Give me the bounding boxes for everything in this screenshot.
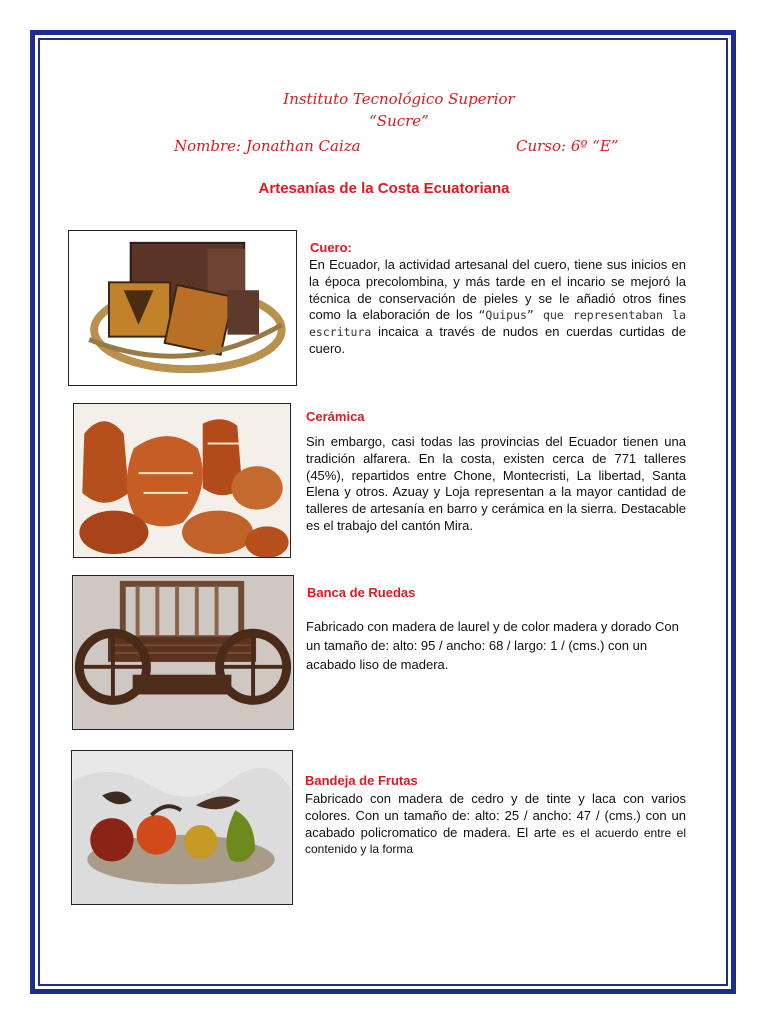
section-text-cuero: En Ecuador, la actividad artesanal del cuero, tiene sus inicios en la época precolombina, y más tarde en el incario se mejoró la técnica de conservación de pieles y se le añadió otros fines como la elaboración de los “Quipus” que representaban la escritura incaica a través de nudos en cuerdas curtidas de cuero. — [309, 257, 686, 356]
ceramics-photo — [73, 403, 291, 558]
section-text-banca: Fabricado con madera de laurel y de color madera y dorado Con un tamaño de: alto: 95 / ancho: 68 / largo: 1 / (cms.) con un acabado liso de madera. — [306, 619, 679, 672]
leather-goods-photo — [68, 230, 297, 386]
institute-line-1: Instituto Tecnológico Superior — [283, 90, 515, 108]
course-label: Curso: 6º “E” — [516, 137, 619, 155]
section-title-ceramica: Cerámica — [306, 409, 365, 424]
institute-line-2: “Sucre” — [369, 112, 429, 130]
section-title-bandeja: Bandeja de Frutas — [305, 773, 418, 788]
wheel-bench-photo — [72, 575, 294, 730]
section-text-bandeja: Fabricado con madera de cedro y de tinte y laca con varios colores. Con un tamaño de: alto: 25 / ancho: 47 / (cms.) con un acabado policromatico de madera. El arte es el acuerdo entre el contenido y la forma — [305, 791, 686, 857]
section-title-cuero: Cuero: — [310, 240, 352, 255]
section-title-banca: Banca de Ruedas — [307, 585, 416, 600]
document-title: Artesanías de la Costa Ecuatoriana — [258, 180, 510, 197]
section-text-ceramica: Sin embargo, casi todas las provincias del Ecuador tienen una tradición alfarera. En la costa, existen cerca de 771 talleres (45%), repartidos entre Chone, Montecristi, La libertad, Santa Elena y otros. Azuay y Loja representan a la mayor cantidad de talleres de artesanía en barro y cerámica en la sierra. Destacable es el trabajo del cantón Mira. — [306, 434, 686, 533]
student-name: Nombre: Jonathan Caiza — [174, 137, 361, 155]
fruit-tray-photo — [71, 750, 293, 905]
